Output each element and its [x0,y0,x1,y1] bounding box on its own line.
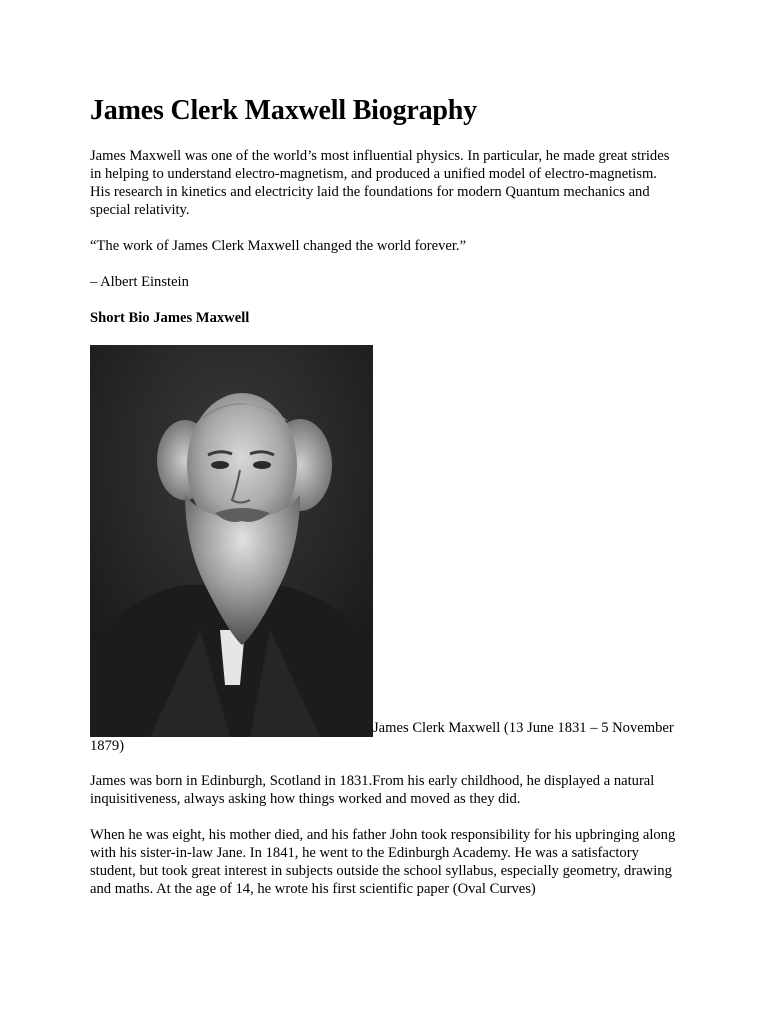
paragraph-born: James was born in Edinburgh, Scotland in 1831.From his early childhood, he displayed a natural inquisitiveness, always asking how things worked and moved as they did. [90,773,655,807]
portrait-illustration [90,345,373,737]
paragraph-childhood: When he was eight, his mother died, and his father John took responsibility for his upbringing along with his sister-in-law Jane. In 1841, he went to the Edinburgh Academy. He was a satisfactory student, but took great interest in subjects outside the school syllabus, especially geometry, drawing and maths. At the age of 14, he wrote his first scientific paper (Oval Curves) [90,827,676,897]
page-title: James Clerk Maxwell Biography [90,95,477,126]
portrait-caption: James Clerk Maxwell (13 June 1831 – 5 November 1879) [90,720,674,754]
portrait-photo [90,345,373,737]
document-body [90,92,680,898]
quote-text: “The work of James Clerk Maxwell changed the world forever.” [90,238,467,254]
portrait-figure [90,345,680,755]
intro-paragraph: James Maxwell was one of the world’s most influential physics. In particular, he made great strides in helping to understand electro-magnetism, and produced a unified model of electro-magnetism. His research in kinetics and electricity laid the foundations for modern Quantum mechanics and special relativity. [90,148,670,218]
quote-attribution: – Albert Einstein [90,274,189,290]
section-subheading: Short Bio James Maxwell [90,310,250,326]
